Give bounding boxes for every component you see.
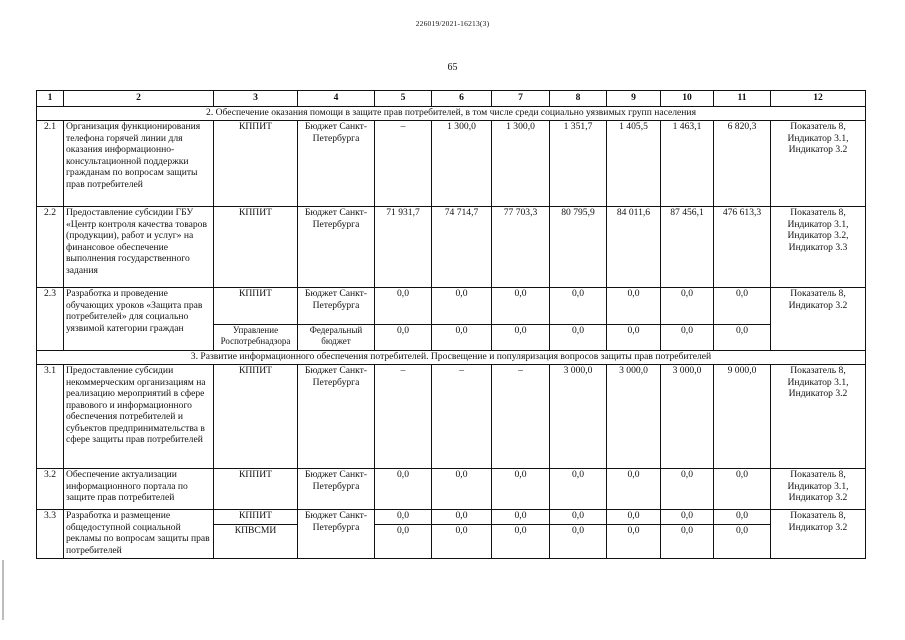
value-2024: 0,0 bbox=[607, 525, 661, 559]
indicators: Показатель 8, Индикатор 3.1, Индикатор 3.2 bbox=[771, 365, 866, 469]
value-2020: 0,0 bbox=[375, 325, 432, 351]
header-cell: 12 bbox=[771, 91, 866, 107]
value-2023: 80 795,9 bbox=[550, 207, 607, 288]
value-2024: 1 405,5 bbox=[607, 121, 661, 207]
value-2023: 0,0 bbox=[550, 525, 607, 559]
value-2023: 1 351,7 bbox=[550, 121, 607, 207]
value-2021: 74 714,7 bbox=[432, 207, 492, 288]
activity-name: Обеспечение актуализации информационного портала по защите прав потребителей bbox=[64, 469, 214, 510]
value-2024: 84 011,6 bbox=[607, 207, 661, 288]
value-2020: – bbox=[375, 365, 432, 469]
value-total: 9 000,0 bbox=[714, 365, 771, 469]
executor: КППИТ bbox=[214, 365, 298, 469]
value-total: 0,0 bbox=[714, 525, 771, 559]
section-row bbox=[37, 351, 866, 365]
page-number: 65 bbox=[447, 62, 458, 73]
executor: КПВСМИ bbox=[214, 525, 298, 559]
value-2021: 0,0 bbox=[432, 525, 492, 559]
value-2025: 1 463,1 bbox=[661, 121, 714, 207]
funding-source: Федеральный бюджет bbox=[298, 325, 375, 351]
row-number: 3.3 bbox=[37, 510, 64, 559]
value-2021: 0,0 bbox=[432, 510, 492, 525]
value-2025: 0,0 bbox=[661, 469, 714, 510]
header-cell: 11 bbox=[714, 91, 771, 107]
value-total: 476 613,3 bbox=[714, 207, 771, 288]
table-row bbox=[37, 365, 866, 469]
funding-source: Бюджет Санкт-Петербурга bbox=[298, 121, 375, 207]
row-number: 3.1 bbox=[37, 365, 64, 469]
value-2022: 0,0 bbox=[492, 525, 550, 559]
header-cell: 8 bbox=[550, 91, 607, 107]
funding-source: Бюджет Санкт-Петербурга bbox=[298, 510, 375, 559]
executor: КППИТ bbox=[214, 121, 298, 207]
value-2022: 0,0 bbox=[492, 288, 550, 325]
header-cell: 2 bbox=[64, 91, 214, 107]
table-row bbox=[37, 207, 866, 288]
value-2023: 0,0 bbox=[550, 288, 607, 325]
table-row bbox=[37, 288, 866, 325]
value-2025: 0,0 bbox=[661, 288, 714, 325]
indicators: Показатель 8, Индикатор 3.1, Индикатор 3.2 bbox=[771, 469, 866, 510]
row-number: 3.2 bbox=[37, 469, 64, 510]
activity-name: Предоставление субсидии некоммерческим организациям на реализацию мероприятий в сфере правового и информационного обеспечения потребителей и субъектов предпринимательства в сфере защиты прав потребителей bbox=[64, 365, 214, 469]
section-title: 2. Обеспечение оказания помощи в защите прав потребителей, в том числе среди социально уязвимых групп населения bbox=[37, 107, 866, 121]
activity-name: Предоставление субсидии ГБУ «Центр контроля качества товаров (продукции), работ и услуг» на финансовое обеспечение выполнения государственного задания bbox=[64, 207, 214, 288]
executor: КППИТ bbox=[214, 510, 298, 525]
value-2021: 0,0 bbox=[432, 288, 492, 325]
header-cell: 4 bbox=[298, 91, 375, 107]
indicators: Показатель 8, Индикатор 3.2 bbox=[771, 510, 866, 559]
header-cell: 3 bbox=[214, 91, 298, 107]
indicators: Показатель 8, Индикатор 3.1, Индикатор 3.2 bbox=[771, 121, 866, 207]
value-2021: 0,0 bbox=[432, 469, 492, 510]
value-2022: 0,0 bbox=[492, 510, 550, 525]
activity-name: Разработка и размещение общедоступной социальной рекламы по вопросам защиты прав потребителей bbox=[64, 510, 214, 559]
value-2025: 3 000,0 bbox=[661, 365, 714, 469]
value-2023: 0,0 bbox=[550, 325, 607, 351]
header-cell: 6 bbox=[432, 91, 492, 107]
value-2020: – bbox=[375, 121, 432, 207]
value-total: 0,0 bbox=[714, 469, 771, 510]
value-2025: 87 456,1 bbox=[661, 207, 714, 288]
value-2025: 0,0 bbox=[661, 525, 714, 559]
table-row bbox=[37, 510, 866, 525]
value-2021: 1 300,0 bbox=[432, 121, 492, 207]
value-2024: 3 000,0 bbox=[607, 365, 661, 469]
value-2020: 0,0 bbox=[375, 469, 432, 510]
value-2023: 0,0 bbox=[550, 469, 607, 510]
value-2023: 0,0 bbox=[550, 510, 607, 525]
value-2022: 77 703,3 bbox=[492, 207, 550, 288]
funding-source: Бюджет Санкт-Петербурга bbox=[298, 469, 375, 510]
value-2022: 0,0 bbox=[492, 469, 550, 510]
header-row bbox=[37, 91, 866, 107]
value-2020: 0,0 bbox=[375, 288, 432, 325]
funding-source: Бюджет Санкт-Петербурга bbox=[298, 288, 375, 325]
section-title: 3. Развитие информационного обеспечения потребителей. Просвещение и популяризация вопросов защиты прав потребителей bbox=[37, 351, 866, 365]
executor: КППИТ bbox=[214, 207, 298, 288]
funding-source: Бюджет Санкт-Петербурга bbox=[298, 365, 375, 469]
row-number: 2.3 bbox=[37, 288, 64, 351]
row-number: 2.1 bbox=[37, 121, 64, 207]
table-row bbox=[37, 121, 866, 207]
value-total: 0,0 bbox=[714, 325, 771, 351]
indicators: Показатель 8, Индикатор 3.1, Индикатор 3.2, Индикатор 3.3 bbox=[771, 207, 866, 288]
value-2024: 0,0 bbox=[607, 510, 661, 525]
value-2021: 0,0 bbox=[432, 325, 492, 351]
executor: КППИТ bbox=[214, 288, 298, 325]
document-id: 226019/2021-16213(3) bbox=[415, 19, 490, 28]
header-cell: 10 bbox=[661, 91, 714, 107]
funding-source: Бюджет Санкт-Петербурга bbox=[298, 207, 375, 288]
section-row bbox=[37, 107, 866, 121]
row-number: 2.2 bbox=[37, 207, 64, 288]
activity-name: Разработка и проведение обучающих уроков «Защита прав потребителей» для социально уязвимой категории граждан bbox=[64, 288, 214, 351]
table-row bbox=[37, 469, 866, 510]
value-2021: – bbox=[432, 365, 492, 469]
executor: Управление Роспотребнадзора bbox=[214, 325, 298, 351]
value-2020: 0,0 bbox=[375, 525, 432, 559]
value-2024: 0,0 bbox=[607, 288, 661, 325]
indicators: Показатель 8, Индикатор 3.2 bbox=[771, 288, 866, 351]
value-2022: – bbox=[492, 365, 550, 469]
value-2025: 0,0 bbox=[661, 325, 714, 351]
value-total: 6 820,3 bbox=[714, 121, 771, 207]
value-2022: 1 300,0 bbox=[492, 121, 550, 207]
header-cell: 1 bbox=[37, 91, 64, 107]
executor: КППИТ bbox=[214, 469, 298, 510]
value-2022: 0,0 bbox=[492, 325, 550, 351]
value-2024: 0,0 bbox=[607, 469, 661, 510]
value-2025: 0,0 bbox=[661, 510, 714, 525]
value-2020: 71 931,7 bbox=[375, 207, 432, 288]
header-cell: 5 bbox=[375, 91, 432, 107]
value-total: 0,0 bbox=[714, 288, 771, 325]
value-2024: 0,0 bbox=[607, 325, 661, 351]
scan-edge-mark bbox=[2, 560, 4, 620]
header-cell: 7 bbox=[492, 91, 550, 107]
value-total: 0,0 bbox=[714, 510, 771, 525]
value-2020: 0,0 bbox=[375, 510, 432, 525]
header-cell: 9 bbox=[607, 91, 661, 107]
value-2023: 3 000,0 bbox=[550, 365, 607, 469]
program-table bbox=[36, 90, 866, 559]
activity-name: Организация функционирования телефона горячей линии для оказания информационно-консультационной поддержки гражданам по вопросам защиты прав потребителей bbox=[64, 121, 214, 207]
